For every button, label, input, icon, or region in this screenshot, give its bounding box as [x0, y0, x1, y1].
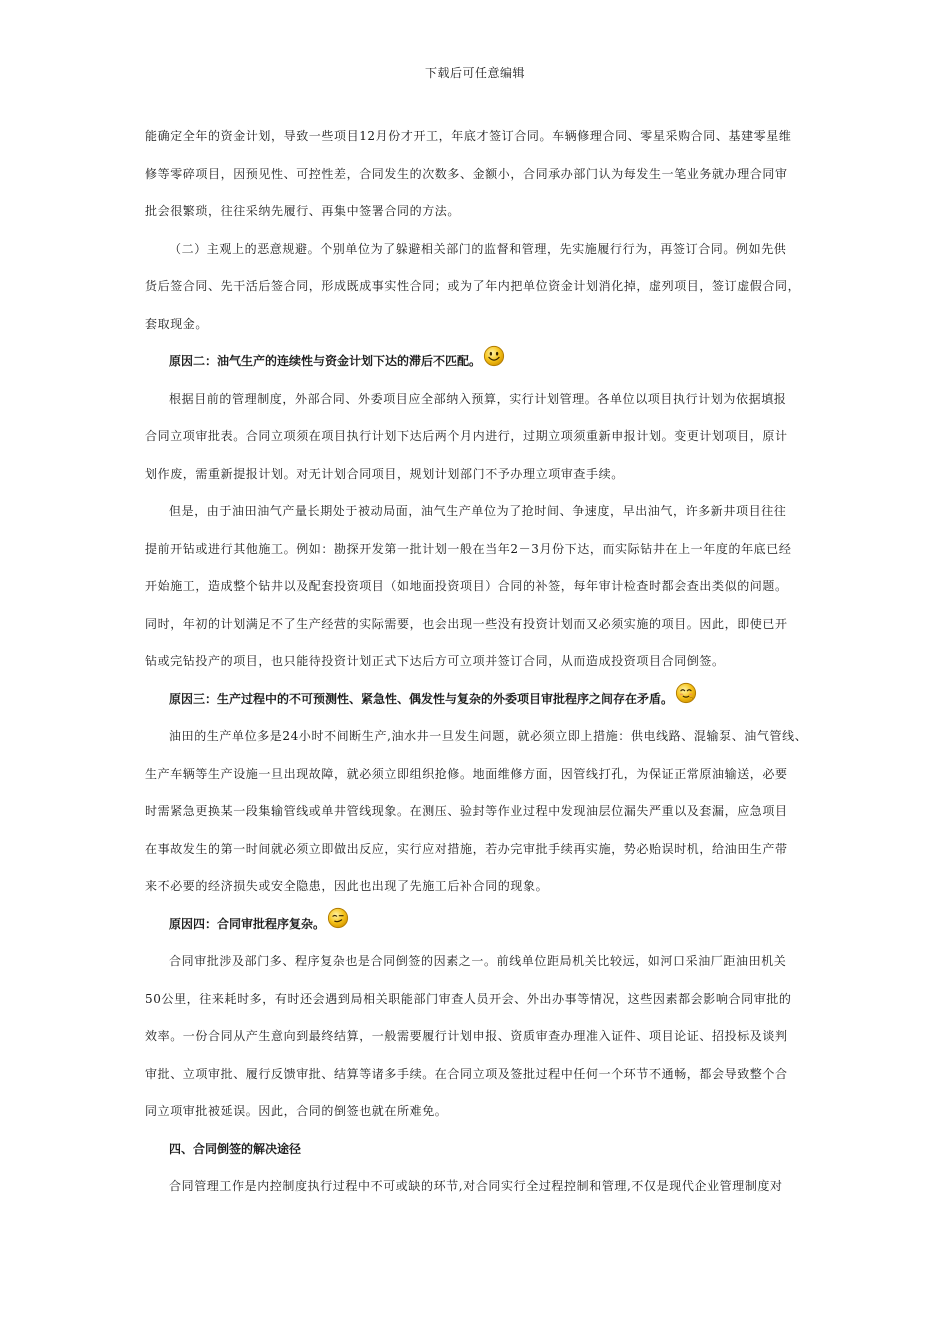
document-body — [145, 118, 810, 1206]
section-heading-solutions — [145, 1131, 810, 1169]
text-line: 50公里，往来耗时多，有时还会遇到局相关职能部门审查人员开会、外出办事等情况，这些因素都会影响合同审批的 — [145, 991, 792, 1006]
smiley-face-icon — [483, 345, 505, 367]
heading-text: 原因四：合同审批程序复杂。 — [169, 916, 326, 931]
text-line: 审批、立项审批、履行反馈审批、结算等诸多手续。在合同立项及签批过程中任何一个环节不通畅，都会导致整个合 — [145, 1066, 788, 1081]
text-line: 油田的生产单位多是24小时不间断生产,油水井一旦发生问题，就必须立即上措施：供电线路、混输泵、油气管线、 — [169, 729, 808, 743]
blushing-face-icon — [675, 682, 697, 704]
text-line: 钻或完钻投产的项目，也只能待投资计划正式下达后方可立项并签订合同，从而造成投资项目合同倒签。 — [145, 654, 725, 668]
heading-text: 四、合同倒签的解决途径 — [169, 1141, 302, 1156]
text-line: 批会很繁琐，往往采纳先履行、再集中签署合同的方法。 — [145, 204, 461, 218]
paragraph — [145, 943, 810, 1131]
paragraph — [145, 1168, 810, 1206]
text-line: 能确定全年的资金计划，导致一些项目12月份才开工，年底才签订合同。车辆修理合同、零星采购合同、基建零星维 — [145, 129, 792, 143]
text-line: 套取现金。 — [145, 316, 209, 331]
text-line: 合同管理工作是内控制度执行过程中不可或缺的环节,对合同实行全过程控制和管理,不仅是现代企业管理制度对 — [169, 1179, 783, 1193]
text-line: 提前开钻或进行其他施工。例如：勘探开发第一批计划一般在当年2－3月份下达，而实际钻井在上一年度的年底已经 — [145, 541, 792, 556]
text-line: 根据目前的管理制度，外部合同、外委项目应全部纳入预算，实行计划管理。各单位以项目执行计划为依据填报 — [169, 391, 787, 406]
text-line: 合同审批涉及部门多、程序复杂也是合同倒签的因素之一。前线单位距局机关比较远，如河口采油厂距油田机关 — [169, 954, 787, 968]
heading-text: 原因二：油气生产的连续性与资金计划下达的滞后不匹配。 — [169, 354, 482, 368]
text-line: 同时，年初的计划满足不了生产经营的实际需要，也会出现一些没有投资计划而又必须实施的项目。因此，即使已开 — [145, 616, 788, 631]
smirking-face-icon — [327, 907, 349, 929]
paragraph — [145, 118, 810, 231]
paragraph — [145, 381, 810, 494]
page-header: 下载后可任意编辑 — [424, 66, 525, 80]
text-line: 货后签合同、先干活后签合同，形成既成事实性合同；或为了年内把单位资金计划消化掉，虚列项目，签订虚假合同， — [145, 279, 801, 293]
text-line: 来不必要的经济损失或安全隐患，因此也出现了先施工后补合同的现象。 — [145, 879, 549, 893]
text-line: 合同立项审批表。合同立项须在项目执行计划下达后两个月内进行，过期立项须重新申报计划。变更计划项目，原计 — [145, 429, 788, 443]
heading-text: 原因三：生产过程中的不可预测性、紧急性、偶发性与复杂的外委项目审批程序之间存在矛盾。 — [169, 691, 674, 706]
section-heading-reason-4 — [145, 906, 810, 944]
section-heading-reason-2 — [145, 343, 810, 381]
text-line: 时需紧急更换某一段集输管线或单井管线现象。在测压、验封等作业过程中发现油层位漏失严重以及套漏，应急项目 — [145, 804, 788, 818]
paragraph — [145, 718, 810, 906]
text-line: 划作废，需重新提报计划。对无计划合同项目，规划计划部门不予办理立项审查手续。 — [145, 466, 624, 481]
text-line: 同立项审批被延误。因此，合同的倒签也就在所难免。 — [145, 1104, 448, 1118]
text-line: 修等零碎项目，因预见性、可控性差，合同发生的次数多、金额小，合同承办部门认为每发生一笔业务就办理合同审 — [145, 166, 788, 181]
text-line: （二）主观上的恶意规避。个别单位为了躲避相关部门的监督和管理，先实施履行行为，再签订合同。例如先供 — [169, 241, 787, 256]
text-line: 生产车辆等生产设施一旦出现故障，就必须立即组织抢修。地面维修方面，因管线打孔，为保证正常原油输送，必要 — [145, 766, 788, 781]
text-line: 但是，由于油田油气产量长期处于被动局面，油气生产单位为了抢时间、争速度，早出油气，许多新井项目往往 — [169, 504, 787, 518]
paragraph — [145, 231, 810, 344]
text-line: 开始施工，造成整个钻井以及配套投资项目（如地面投资项目）合同的补签，每年审计检查时都会查出类似的问题。 — [145, 579, 788, 593]
text-line: 效率。一份合同从产生意向到最终结算，一般需要履行计划申报、资质审查办理准入证件、项目论证、招投标及谈判 — [145, 1029, 788, 1043]
text-line: 在事故发生的第一时间就必须立即做出反应，实行应对措施，若办完审批手续再实施，势必贻误时机，给油田生产带 — [145, 841, 788, 856]
paragraph — [145, 493, 810, 681]
section-heading-reason-3 — [145, 681, 810, 719]
